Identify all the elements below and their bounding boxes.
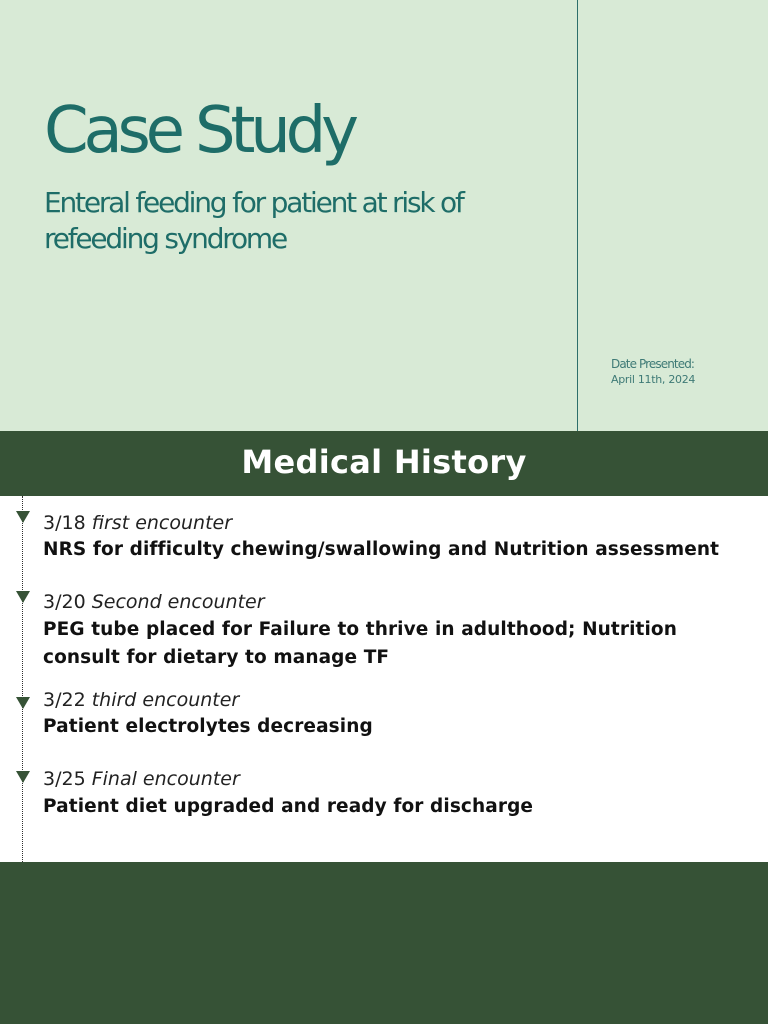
timeline-entry-description: NRS for difficulty chewing/swallowing and Nutrition assessment [43, 539, 720, 560]
entry-date: 3/20 [43, 591, 86, 613]
timeline-marker-icon [16, 511, 30, 523]
page-title: Case Study [44, 94, 354, 168]
page-subtitle: Enteral feeding for patient at risk of refeeding syndrome [44, 186, 463, 255]
timeline-entry-description: PEG tube placed for Failure to thrive in adulthood; Nutrition consult for dietary to manage TF [43, 619, 678, 668]
timeline-entry-heading [43, 589, 265, 615]
section-header-band [0, 431, 768, 496]
entry-date: 3/22 [43, 689, 86, 711]
entry-date: 3/18 [43, 512, 86, 534]
timeline-marker-icon [16, 591, 30, 603]
entry-date: 3/25 [43, 768, 86, 790]
timeline-marker-icon [16, 697, 30, 709]
vertical-divider [577, 0, 578, 431]
section-title: Medical History [241, 443, 527, 481]
footer-band [0, 862, 768, 1024]
timeline-entry-heading [43, 687, 239, 713]
date-presented-value: April 11th, 2024 [611, 373, 696, 386]
medical-history-timeline [0, 496, 768, 862]
entry-label: Second encounter [91, 591, 265, 613]
entry-label: Final encounter [91, 768, 240, 790]
timeline-entry-heading [43, 510, 232, 536]
timeline-entry-description: Patient electrolytes decreasing [43, 716, 373, 737]
title-section [0, 0, 768, 431]
date-presented-label: Date Presented: [611, 357, 695, 371]
timeline-marker-icon [16, 771, 30, 783]
timeline-entry-heading [43, 766, 240, 792]
timeline-dotted-line [22, 496, 23, 862]
entry-label: third encounter [91, 689, 240, 711]
entry-label: first encounter [91, 512, 233, 534]
timeline-entry-description: Patient diet upgraded and ready for discharge [43, 796, 534, 817]
